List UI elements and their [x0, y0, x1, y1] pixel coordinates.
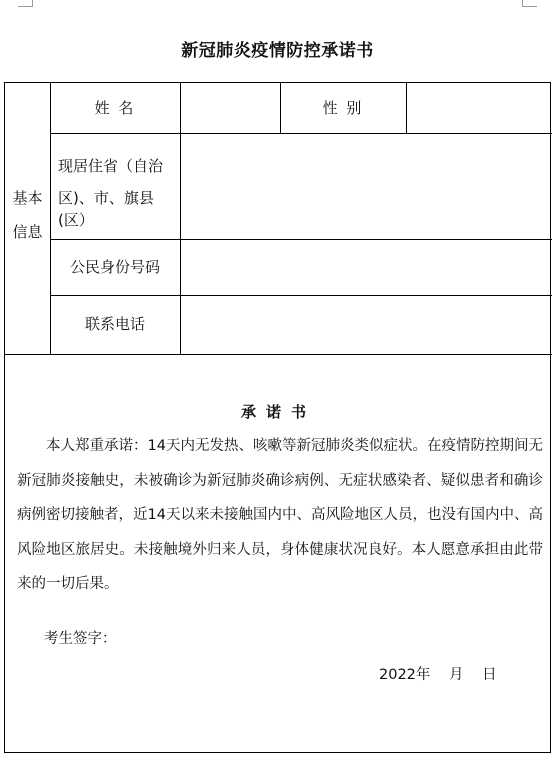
id-number-label: 公民身份号码	[69, 258, 160, 276]
row-divider-2	[50, 239, 552, 240]
commitment-heading: 承诺书	[240, 403, 316, 421]
phone-label: 联系电话	[84, 315, 145, 333]
page-corner-mark-right	[522, 0, 537, 7]
residence-label: 现居住省（自治 区)、市、旗县(区）	[58, 157, 164, 229]
col-divider-label	[180, 83, 181, 354]
row-divider-3	[50, 295, 552, 296]
commitment-form-table	[4, 82, 551, 753]
page-corner-mark-left	[18, 0, 33, 7]
document-title: 新冠肺炎疫情防控承诺书	[181, 41, 374, 61]
signature-label: 考生签字：	[44, 631, 117, 647]
gender-label: 性 别	[322, 99, 364, 117]
row-divider-1	[50, 133, 552, 134]
basic-info-label: 基本 信息	[12, 189, 43, 241]
commitment-body-text: 本人郑重承诺：14天内无发热、咳嗽等新冠肺炎类似症状。在疫情防控期间无新冠肺炎接触史，未被确诊为新冠肺炎确诊病例、无症状感染者、疑似患者和确诊病例密切接触者，近14天以来未接触国内中、高风险地区人员，也没有国内中、高风险地区旅居史。未接触境外归来人员，身体健康状况良好。本人愿意承担由此带来的一切后果。	[17, 438, 543, 593]
date-line: 2022年 月 日	[379, 667, 497, 683]
col-divider-gender-label	[406, 83, 407, 133]
section-divider	[5, 354, 552, 355]
name-label: 姓 名	[94, 99, 136, 117]
